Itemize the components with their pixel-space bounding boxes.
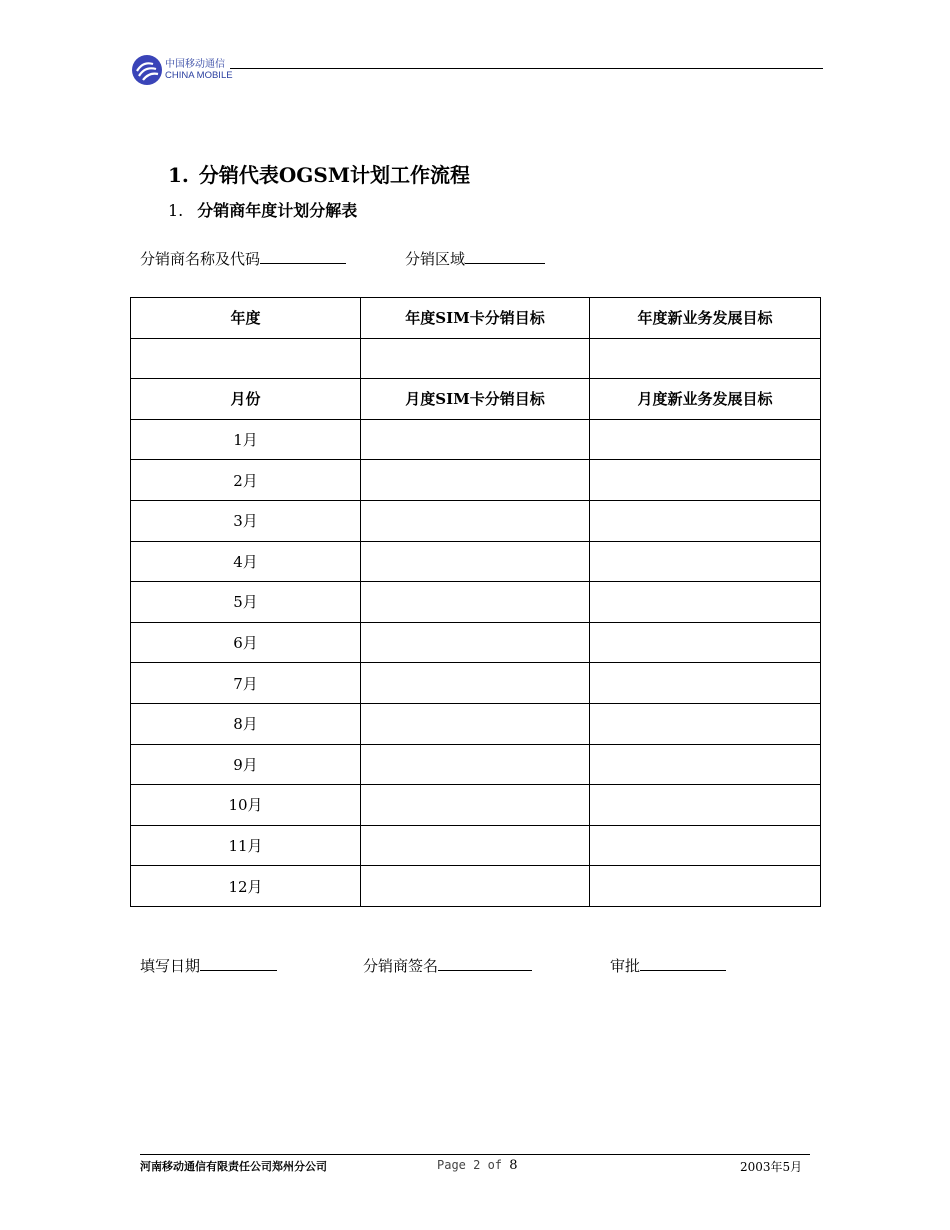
dealer-signature-blank[interactable]	[438, 956, 532, 971]
month-row	[131, 460, 821, 501]
monthly-new-business-cell[interactable]	[590, 744, 821, 785]
region-blank[interactable]	[465, 249, 545, 264]
china-mobile-logo	[131, 54, 231, 86]
monthly-new-business-cell[interactable]	[590, 541, 821, 582]
monthly-new-business-cell[interactable]	[590, 663, 821, 704]
approval-field	[610, 955, 726, 976]
monthly-sim-target-cell[interactable]	[361, 622, 590, 663]
monthly-sim-target-cell[interactable]	[361, 419, 590, 460]
annual-year-cell[interactable]	[131, 338, 361, 379]
month-row	[131, 419, 821, 460]
monthly-new-business-cell[interactable]	[590, 866, 821, 907]
logo-english-text: CHINA MOBILE	[165, 70, 233, 81]
month-row	[131, 866, 821, 907]
china-mobile-logo-icon	[131, 54, 163, 86]
month-label: 7月	[131, 663, 361, 704]
annual-value-row	[131, 338, 821, 379]
fill-date-field	[140, 955, 277, 976]
region-field	[405, 248, 545, 269]
month-row	[131, 500, 821, 541]
section-title-text: 分销代表OGSM计划工作流程	[198, 163, 470, 187]
month-row	[131, 541, 821, 582]
month-row	[131, 703, 821, 744]
monthly-new-business-cell[interactable]	[590, 825, 821, 866]
footer-date: 2003年5月	[740, 1160, 803, 1174]
logo-chinese-text: 中国移动通信	[165, 59, 225, 70]
month-label: 10月	[131, 785, 361, 826]
annual-header-row	[131, 298, 821, 339]
region-label: 分销区域	[405, 250, 466, 268]
approval-label: 审批	[610, 957, 641, 975]
month-row	[131, 622, 821, 663]
monthly-sim-target-cell[interactable]	[361, 785, 590, 826]
monthly-new-business-cell[interactable]	[590, 419, 821, 460]
monthly-sim-target-cell[interactable]	[361, 500, 590, 541]
dealer-name-blank[interactable]	[260, 249, 346, 264]
subsection-title	[168, 198, 357, 221]
subsection-title-number: 1.	[168, 201, 184, 220]
month-label: 12月	[131, 866, 361, 907]
month-label: 1月	[131, 419, 361, 460]
annual-sim-target-cell[interactable]	[361, 338, 590, 379]
monthly-sim-target-cell[interactable]	[361, 663, 590, 704]
dealer-signature-field	[363, 955, 532, 976]
month-label: 3月	[131, 500, 361, 541]
month-row	[131, 744, 821, 785]
monthly-sim-target-cell[interactable]	[361, 825, 590, 866]
footer-page-number	[437, 1158, 518, 1173]
month-label: 2月	[131, 460, 361, 501]
month-row	[131, 582, 821, 623]
monthly-sim-target-cell[interactable]	[361, 866, 590, 907]
annual-year-header: 年度	[131, 298, 361, 339]
monthly-new-business-cell[interactable]	[590, 460, 821, 501]
monthly-sim-target-cell[interactable]	[361, 703, 590, 744]
month-header: 月份	[131, 379, 361, 420]
annual-new-business-header: 年度新业务发展目标	[590, 298, 821, 339]
monthly-sim-target-header: 月度SIM卡分销目标	[361, 379, 590, 420]
monthly-new-business-cell[interactable]	[590, 500, 821, 541]
monthly-sim-target-cell[interactable]	[361, 460, 590, 501]
month-label: 6月	[131, 622, 361, 663]
month-row	[131, 663, 821, 704]
month-row	[131, 785, 821, 826]
month-label: 4月	[131, 541, 361, 582]
section-title-number: 1.	[168, 163, 189, 187]
dealer-signature-label: 分销商签名	[363, 957, 439, 975]
month-label: 11月	[131, 825, 361, 866]
monthly-sim-target-cell[interactable]	[361, 582, 590, 623]
fill-date-label: 填写日期	[140, 957, 201, 975]
monthly-new-business-cell[interactable]	[590, 582, 821, 623]
month-row	[131, 825, 821, 866]
fill-date-blank[interactable]	[200, 956, 277, 971]
month-label: 5月	[131, 582, 361, 623]
month-label: 9月	[131, 744, 361, 785]
monthly-new-business-cell[interactable]	[590, 703, 821, 744]
footer-page-prefix: Page 2 of	[437, 1158, 503, 1172]
monthly-header-row	[131, 379, 821, 420]
month-label: 8月	[131, 703, 361, 744]
monthly-new-business-cell[interactable]	[590, 622, 821, 663]
footer-page-total: 8	[509, 1158, 518, 1173]
subsection-title-text: 分销商年度计划分解表	[197, 201, 358, 220]
monthly-sim-target-cell[interactable]	[361, 744, 590, 785]
monthly-new-business-cell[interactable]	[590, 785, 821, 826]
header-divider	[230, 68, 823, 69]
monthly-new-business-header: 月度新业务发展目标	[590, 379, 821, 420]
plan-table	[130, 297, 821, 907]
dealer-name-field	[140, 248, 346, 269]
annual-new-business-cell[interactable]	[590, 338, 821, 379]
monthly-sim-target-cell[interactable]	[361, 541, 590, 582]
footer-company: 河南移动通信有限责任公司郑州分公司	[140, 1160, 327, 1173]
footer-divider	[140, 1154, 810, 1155]
annual-sim-target-header: 年度SIM卡分销目标	[361, 298, 590, 339]
dealer-name-label: 分销商名称及代码	[140, 250, 261, 268]
approval-blank[interactable]	[640, 956, 726, 971]
section-title	[168, 159, 470, 188]
